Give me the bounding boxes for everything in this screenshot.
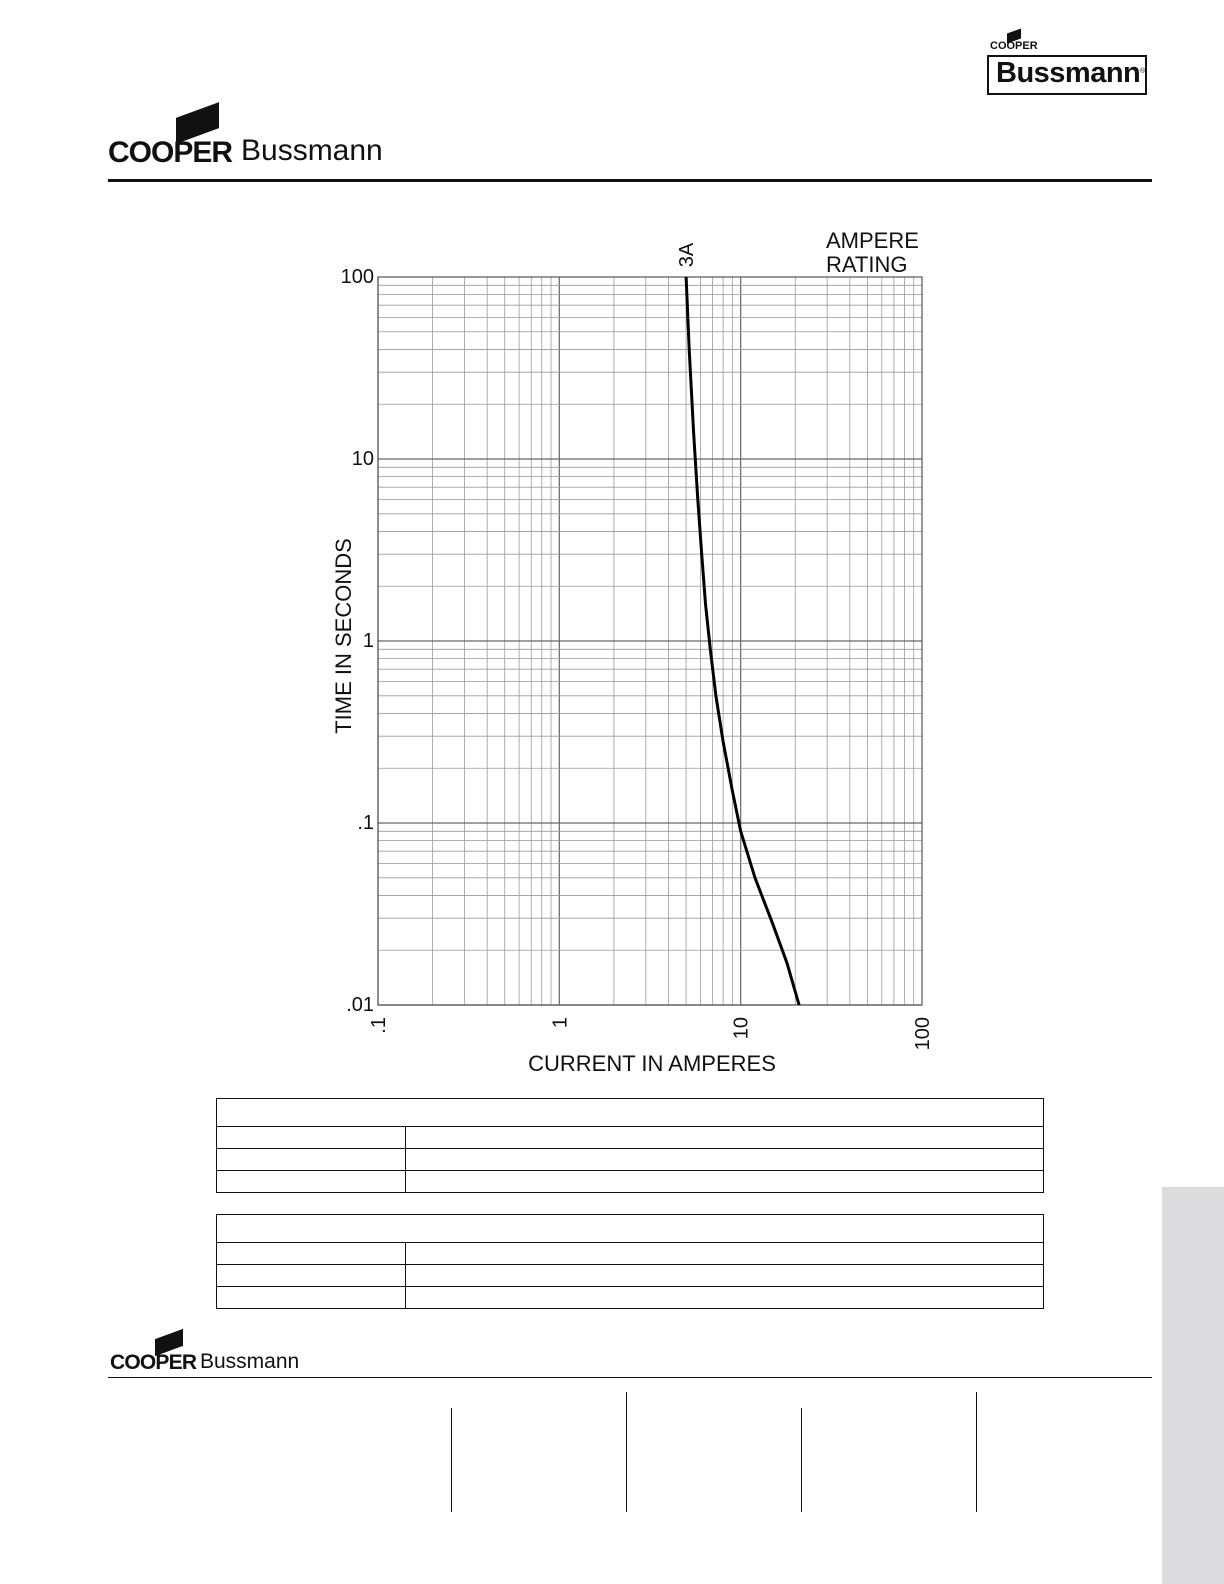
spec-table-1 [216, 1098, 1044, 1193]
x-tick-labels [368, 1017, 934, 1050]
y-tick-label: 10 [351, 448, 374, 470]
badge-bussmann-text: Bussmann [996, 57, 1141, 89]
footer-bussmann-logo-text: Bussmann [200, 1350, 300, 1373]
side-index-tab [1162, 1187, 1224, 1584]
footer-column-divider [626, 1392, 627, 1512]
footer-rule [108, 1377, 1152, 1378]
table-1-value-cell [406, 1149, 1044, 1171]
table-2-value-cell [406, 1265, 1044, 1287]
spec-table-2 [216, 1214, 1044, 1309]
y-tick-label: 1 [362, 630, 374, 652]
table-1-value-cell [406, 1171, 1044, 1193]
y-tick-label: 100 [340, 266, 374, 288]
badge-registered-mark: ® [1140, 68, 1146, 75]
table-1-label-cell [217, 1171, 406, 1193]
table-2-label-cell [217, 1265, 406, 1287]
table-2-title-cell [217, 1215, 1044, 1243]
table-1-title-cell [217, 1099, 1044, 1127]
y-tick-label: .1 [357, 812, 374, 834]
footer-column-divider [451, 1408, 452, 1512]
chart-grid [378, 277, 922, 1005]
table-2-label-cell [217, 1243, 406, 1265]
table-2-value-cell [406, 1287, 1044, 1309]
bussmann-logo-text: Bussmann [241, 134, 383, 167]
x-tick-label: 100 [912, 1017, 934, 1051]
table-2-label-cell [217, 1287, 406, 1309]
legend-title-line-1: AMPERE [826, 228, 919, 253]
footer-column-divider [976, 1392, 977, 1512]
x-axis-label: CURRENT IN AMPERES [528, 1051, 776, 1076]
x-tick-label: 1 [549, 1017, 572, 1029]
x-tick-label: 10 [730, 1017, 753, 1040]
table-2-value-cell [406, 1243, 1044, 1265]
footer-cooper-logo-text: COOPER [110, 1351, 197, 1374]
table-1-label-cell [217, 1149, 406, 1171]
table-1-label-cell [217, 1127, 406, 1149]
table-1-value-cell [406, 1127, 1044, 1149]
footer-column-divider [801, 1408, 802, 1512]
legend-title-line-2: RATING [826, 252, 908, 277]
badge-cooper-text: COOPER [990, 40, 1038, 52]
x-tick-label: .1 [368, 1017, 390, 1034]
y-axis-label: TIME IN SECONDS [331, 538, 356, 734]
cooper-logo-text: COOPER [108, 136, 233, 169]
series-label-3a: 3A [676, 242, 699, 268]
y-tick-label: .01 [346, 994, 374, 1016]
